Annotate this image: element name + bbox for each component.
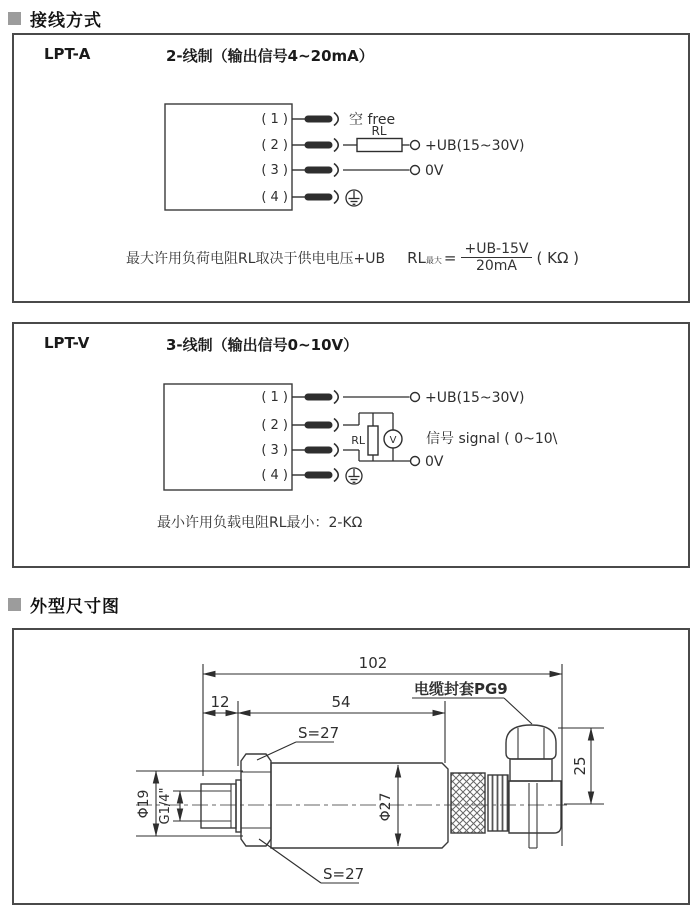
load-resistor	[357, 139, 402, 152]
ub-label: +UB(15~30V)	[425, 390, 525, 406]
socket-arc-icon	[334, 139, 338, 152]
formula-unit: ( KΩ )	[536, 248, 580, 267]
formula-lhs: RL	[407, 248, 426, 267]
formula-denominator: 20mA	[475, 258, 517, 275]
terminal-circle-icon	[411, 457, 420, 466]
earth-ground-icon	[346, 190, 362, 206]
washer	[236, 780, 241, 832]
transmitter-outline	[201, 725, 561, 848]
earth-ground-icon	[346, 468, 362, 484]
signal-label: 信号 signal ( 0~10\	[426, 431, 558, 447]
terminal-2-label: ( 2 )	[261, 138, 288, 153]
rl-note-row	[126, 241, 579, 274]
hex-bottom-label: S=27	[323, 865, 365, 883]
section-bullet-icon	[8, 12, 21, 25]
pin2-row	[292, 139, 420, 152]
formula-numerator: +UB-15V	[461, 241, 531, 258]
min-load-note: 最小许用负载电阻RL最小：2-KΩ	[157, 515, 363, 531]
lpt-a-type: 2-线制（输出信号4~20mA）	[166, 47, 374, 65]
formula-equals: =	[443, 248, 457, 267]
pin4-row	[292, 191, 338, 204]
dimension-section-title	[8, 592, 120, 617]
dimension-panel	[12, 628, 690, 905]
socket-arc-icon	[334, 419, 338, 432]
socket-arc-icon	[334, 191, 338, 204]
cable-gland-label: 电缆封套PG9	[414, 680, 508, 698]
ub-label: +UB(15~30V)	[425, 138, 525, 154]
hex-top-label: S=27	[298, 724, 340, 742]
load-resistor	[368, 426, 378, 455]
body-diameter-label: Φ27	[378, 792, 394, 822]
rl-formula	[407, 241, 579, 274]
socket-arc-icon	[334, 444, 338, 457]
rl-resistor-label: RL	[351, 434, 365, 447]
socket-arc-icon	[334, 164, 338, 177]
lpt-a-panel	[12, 33, 690, 303]
knurled-ring	[451, 773, 485, 833]
thread-length-label: 12	[210, 693, 230, 711]
main-body	[271, 763, 448, 848]
pin2-row	[292, 419, 359, 432]
dimension-title-text: 外型尺寸图	[30, 597, 120, 617]
port-diameter-label: Φ19	[136, 789, 152, 819]
socket-arc-icon	[334, 469, 338, 482]
terminal-3-label: ( 3 )	[261, 163, 288, 178]
pg9-cap	[506, 725, 556, 759]
pin1-row	[292, 113, 338, 126]
gland-collar	[510, 759, 552, 781]
lpt-a-wiring-diagram	[154, 95, 574, 220]
cable-gland-leader	[412, 698, 532, 724]
terminal-4-label: ( 4 )	[261, 190, 288, 205]
pin1-free-label: 空 free	[349, 112, 396, 128]
terminal-2-label: ( 2 )	[261, 418, 288, 433]
zero-volt-label: 0V	[425, 163, 444, 179]
lpt-a-model: LPT-A	[44, 45, 91, 63]
pin3-row	[292, 164, 420, 177]
thread-spec-label: G1/4"	[158, 787, 173, 825]
rl-resistor-label: RL	[371, 124, 387, 138]
terminal-circle-icon	[411, 166, 420, 175]
terminal-circle-icon	[411, 141, 420, 150]
connector-height-label: 25	[571, 756, 589, 776]
zero-volt-label: 0V	[425, 454, 444, 470]
lpt-v-type: 3-线制（输出信号0~10V）	[166, 336, 359, 354]
max-load-note: 最大许用负荷电阻RL取决于供电电压+UB	[126, 250, 386, 267]
connector-body	[509, 781, 561, 833]
terminal-1-label: ( 1 )	[261, 112, 288, 127]
dim-phi19	[136, 771, 243, 836]
pin4-row	[292, 469, 338, 482]
voltmeter-label: V	[389, 435, 397, 446]
wiring-section-title	[8, 6, 102, 31]
terminal-1-label: ( 1 )	[261, 390, 288, 405]
pin1-row	[292, 391, 420, 404]
body-length-label: 54	[331, 693, 351, 711]
lpt-v-model: LPT-V	[44, 334, 90, 352]
pin3-row	[292, 444, 359, 457]
ribbed-ring	[488, 775, 508, 831]
overall-length-label: 102	[358, 654, 388, 672]
formula-subscript: 最大	[425, 255, 442, 265]
outline-dimension-drawing	[15, 631, 687, 903]
socket-arc-icon	[334, 113, 338, 126]
formula-fraction	[461, 241, 531, 274]
wiring-title-text: 接线方式	[30, 11, 102, 31]
lpt-v-panel	[12, 322, 690, 568]
hex-nut	[241, 754, 271, 846]
socket-arc-icon	[334, 391, 338, 404]
section-bullet-icon	[8, 598, 21, 611]
terminal-4-label: ( 4 )	[261, 468, 288, 483]
terminal-circle-icon	[411, 393, 420, 402]
terminal-3-label: ( 3 )	[261, 443, 288, 458]
lpt-v-wiring-diagram	[154, 380, 582, 497]
